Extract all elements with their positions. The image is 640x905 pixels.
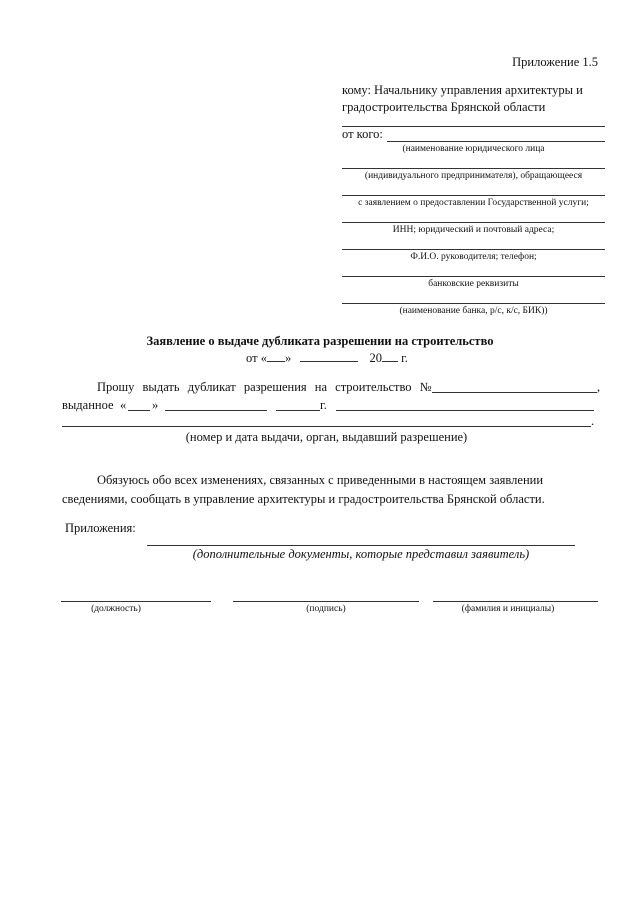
date-line [246, 350, 408, 366]
year-field[interactable] [382, 350, 398, 362]
month-field[interactable] [300, 350, 358, 362]
year-suffix: г. [401, 351, 408, 365]
sender-caption-5: Ф.И.О. руководителя; телефон; [410, 252, 537, 262]
sender-caption-7: (наименование банка, р/с, к/с, БИК)) [399, 306, 548, 316]
request-end-dot: . [591, 414, 595, 428]
sender-line-6[interactable] [342, 276, 605, 277]
full-name-caption: (фамилия и инициалы) [461, 604, 555, 614]
sender-line-1[interactable] [387, 141, 605, 142]
attachments-field[interactable] [147, 545, 575, 546]
attachments-caption: (дополнительные документы, которые представил заявитель) [192, 547, 530, 561]
request-text: Прошу выдать дубликат разрешения на строительство № [97, 380, 432, 394]
sender-line-3[interactable] [342, 195, 605, 196]
issued-label: выданное [62, 398, 114, 412]
sender-caption-4: ИНН; юридический и почтовый адреса; [392, 225, 555, 235]
appendix-number: Приложение 1.5 [512, 55, 598, 69]
full-name-field[interactable] [433, 601, 598, 602]
issued-close-quote: » [152, 398, 159, 412]
issued-month-field[interactable] [165, 410, 267, 411]
permit-number-field[interactable] [432, 392, 597, 393]
year-prefix: 20 [369, 351, 382, 365]
request-comma: , [597, 380, 601, 394]
signature-caption: (подпись) [306, 604, 346, 614]
date-open-quote: « [260, 351, 267, 365]
position-caption: (должность) [91, 604, 141, 614]
sender-line-4[interactable] [342, 222, 605, 223]
day-field[interactable] [267, 350, 285, 362]
document-title: Заявление о выдаче дубликата разрешении на строительство [146, 334, 494, 348]
date-close-quote: » [284, 351, 292, 365]
obligation-line-1: Обязуюсь обо всех изменениях, связанных с приведенными в настоящем заявлении [97, 473, 544, 487]
sender-caption-6: банковские реквизиты [428, 279, 519, 289]
permit-caption: (номер и дата выдачи, орган, выдавший разрешение) [185, 430, 468, 444]
issued-open-quote: « [120, 398, 127, 412]
sender-line-5[interactable] [342, 249, 605, 250]
sender-label: от кого: [342, 127, 383, 141]
position-field[interactable] [61, 601, 211, 602]
issuer-field-continued[interactable] [62, 426, 591, 427]
issuer-field[interactable] [336, 410, 594, 411]
sender-caption-1: (наименование юридического лица [402, 144, 545, 154]
recipient-line-1: кому: Начальнику управления архитектуры и [342, 83, 583, 97]
obligation-line-2: сведениями, сообщать в управление архитектуры и градостроительства Брянской области. [62, 492, 545, 506]
attachments-label: Приложения: [65, 521, 136, 535]
recipient-line-2: градостроительства Брянской области [342, 100, 546, 114]
sender-line-2[interactable] [342, 168, 605, 169]
signature-field[interactable] [233, 601, 419, 602]
issued-year-suffix: г. [320, 398, 327, 412]
sender-line-7[interactable] [342, 303, 605, 304]
date-from: от [246, 351, 258, 365]
issued-year-field[interactable] [276, 410, 320, 411]
sender-caption-2: (индивидуального предпринимателя), обращающееся [364, 171, 583, 181]
issued-day-field[interactable] [128, 410, 150, 411]
sender-caption-3: с заявлением о предоставлении Государственной услуги; [358, 198, 589, 208]
